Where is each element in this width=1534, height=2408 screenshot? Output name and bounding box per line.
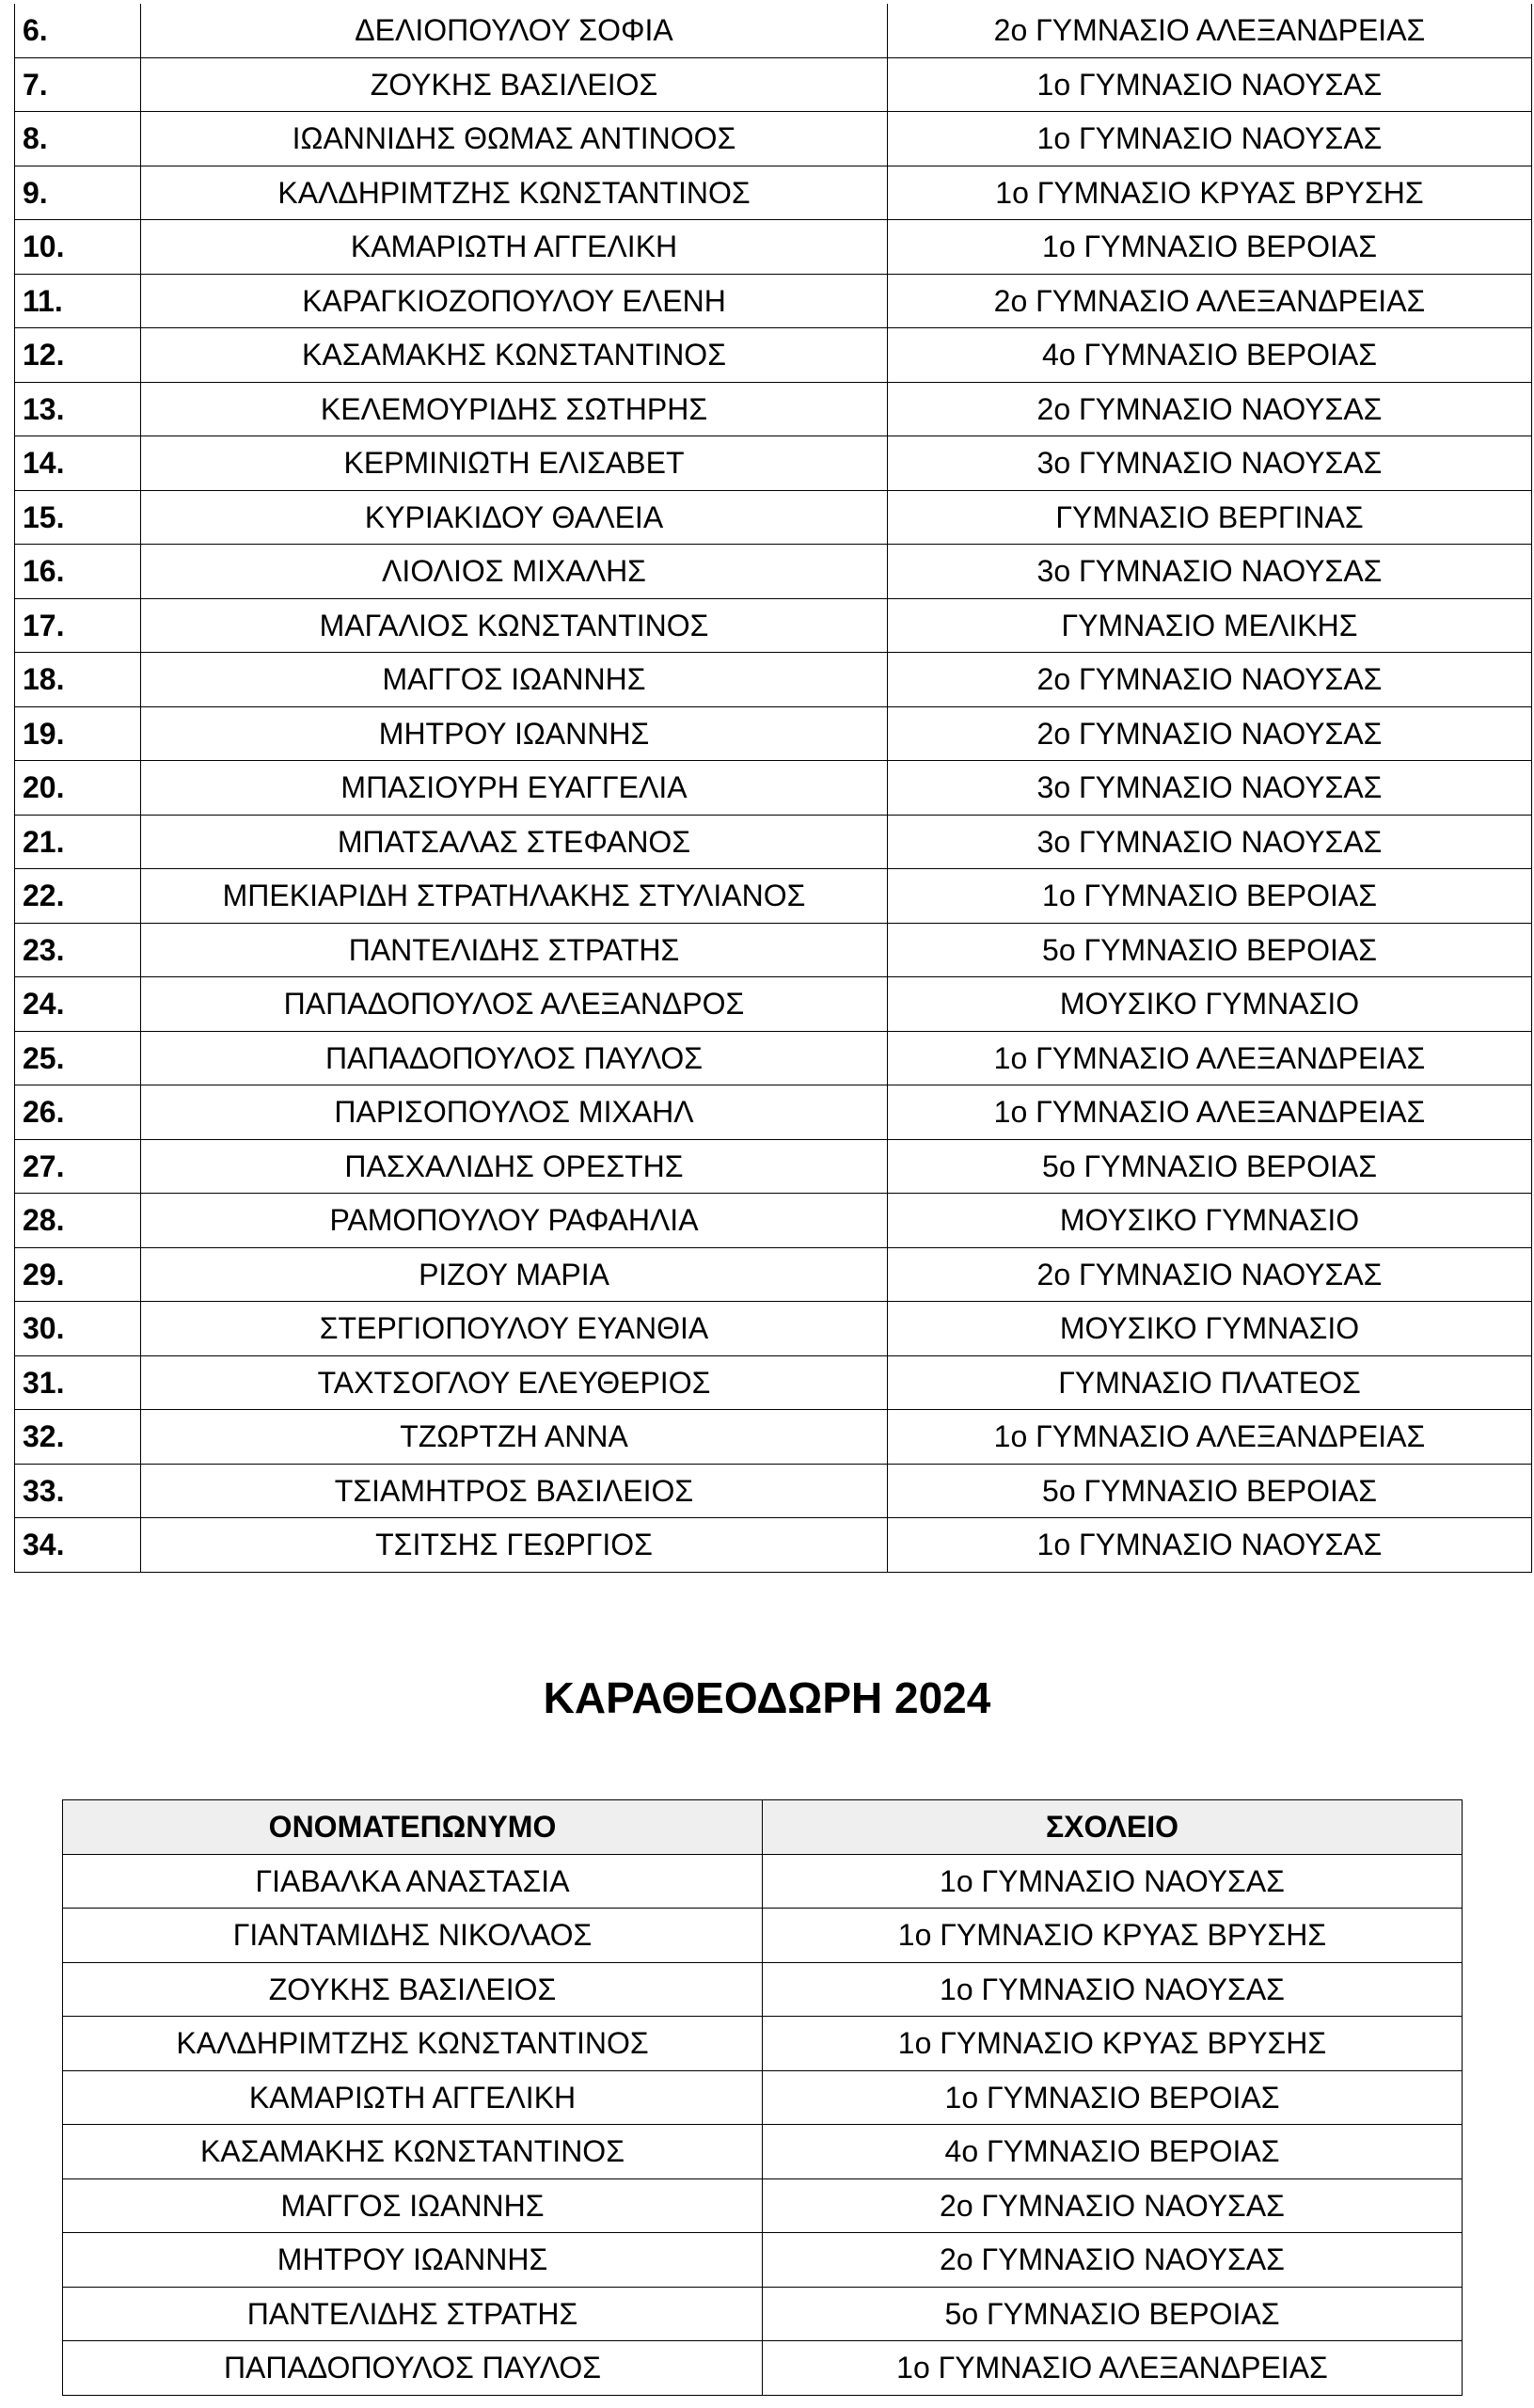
student-name: ΚΑΛΔΗΡΙΜΤΖΗΣ ΚΩΝΣΤΑΝΤΙΝΟΣ [141, 166, 888, 220]
row-number: 34. [15, 1518, 141, 1573]
row-number: 18. [15, 653, 141, 707]
school-name: 1ο ΓΥΜΝΑΣΙΟ ΝΑΟΥΣΑΣ [888, 57, 1532, 112]
school-name: 2ο ΓΥΜΝΑΣΙΟ ΝΑΟΥΣΑΣ [763, 2233, 1463, 2288]
student-name: ΛΙΟΛΙΟΣ ΜΙΧΑΛΗΣ [141, 545, 888, 599]
student-name: ΠΑΣΧΑΛΙΔΗΣ ΟΡΕΣΤΗΣ [141, 1139, 888, 1194]
table-row [63, 2017, 1463, 2071]
table-row [15, 653, 1532, 707]
table-row [15, 545, 1532, 599]
student-name: ΚΕΡΜΙΝΙΩΤΗ ΕΛΙΣΑΒΕΤ [141, 436, 888, 491]
school-name: 1ο ΓΥΜΝΑΣΙΟ ΚΡΥΑΣ ΒΡΥΣΗΣ [763, 2017, 1463, 2071]
row-number: 20. [15, 761, 141, 816]
table-row [15, 166, 1532, 220]
row-number: 16. [15, 545, 141, 599]
school-name: 3ο ΓΥΜΝΑΣΙΟ ΝΑΟΥΣΑΣ [888, 761, 1532, 816]
row-number: 21. [15, 815, 141, 869]
karatheodori-table-body [63, 1854, 1463, 2395]
table-row [63, 2070, 1463, 2125]
row-number: 33. [15, 1464, 141, 1518]
student-name: ΜΠΑΤΣΑΛΑΣ ΣΤΕΦΑΝΟΣ [141, 815, 888, 869]
school-name: 5ο ΓΥΜΝΑΣΙΟ ΒΕΡΟΙΑΣ [888, 923, 1532, 977]
table-row [15, 1464, 1532, 1518]
karatheodori-table [62, 1799, 1463, 2396]
row-number: 13. [15, 382, 141, 436]
student-name: ΜΠΕΚΙΑΡΙΔΗ ΣΤΡΑΤΗΛΑΚΗΣ ΣΤΥΛΙΑΝΟΣ [141, 869, 888, 924]
school-name: 4ο ΓΥΜΝΑΣΙΟ ΒΕΡΟΙΑΣ [763, 2125, 1463, 2179]
table-row [15, 274, 1532, 328]
table-row [15, 1302, 1532, 1356]
section-title: ΚΑΡΑΘΕΟΔΩΡΗ 2024 [543, 1673, 991, 1722]
student-name: ΚΑΣΑΜΑΚΗΣ ΚΩΝΣΤΑΝΤΙΝΟΣ [63, 2125, 763, 2179]
school-name: 2ο ΓΥΜΝΑΣΙΟ ΝΑΟΥΣΑΣ [888, 382, 1532, 436]
student-name: ΜΑΓΓΟΣ ΙΩΑΝΝΗΣ [141, 653, 888, 707]
table-row [15, 1518, 1532, 1573]
table-row [15, 57, 1532, 112]
row-number: 15. [15, 490, 141, 545]
student-name: ΚΥΡΙΑΚΙΔΟΥ ΘΑΛΕΙΑ [141, 490, 888, 545]
table-row [15, 436, 1532, 491]
table-row [15, 1031, 1532, 1085]
table-row [63, 1854, 1463, 1909]
school-name: 5ο ΓΥΜΝΑΣΙΟ ΒΕΡΟΙΑΣ [888, 1139, 1532, 1194]
student-name: ΜΑΓΓΟΣ ΙΩΑΝΝΗΣ [63, 2178, 763, 2233]
school-name: 1ο ΓΥΜΝΑΣΙΟ ΒΕΡΟΙΑΣ [888, 869, 1532, 924]
student-name: ΖΟΥΚΗΣ ΒΑΣΙΛΕΙΟΣ [63, 1962, 763, 2017]
participants-table [14, 4, 1532, 1573]
table-row [15, 4, 1532, 57]
row-number: 17. [15, 598, 141, 653]
student-name: ΠΑΠΑΔΟΠΟΥΛΟΣ ΠΑΥΛΟΣ [63, 2341, 763, 2396]
table-row [15, 761, 1532, 816]
row-number: 19. [15, 706, 141, 761]
row-number: 14. [15, 436, 141, 491]
school-name: ΜΟΥΣΙΚΟ ΓΥΜΝΑΣΙΟ [888, 1302, 1532, 1356]
student-name: ΓΙΑΒΑΛΚΑ ΑΝΑΣΤΑΣΙΑ [63, 1854, 763, 1909]
table-row [15, 598, 1532, 653]
student-name: ΙΩΑΝΝΙΔΗΣ ΘΩΜΑΣ ΑΝΤΙΝΟΟΣ [141, 112, 888, 166]
table-row [15, 923, 1532, 977]
student-name: ΤΖΩΡΤΖΗ ΑΝΝΑ [141, 1410, 888, 1465]
table-row [63, 2341, 1463, 2396]
table-row [15, 1139, 1532, 1194]
student-name: ΓΙΑΝΤΑΜΙΔΗΣ ΝΙΚΟΛΑΟΣ [63, 1909, 763, 1963]
table-row [63, 1962, 1463, 2017]
student-name: ΖΟΥΚΗΣ ΒΑΣΙΛΕΙΟΣ [141, 57, 888, 112]
table-row [15, 382, 1532, 436]
student-name: ΚΑΡΑΓΚΙΟΖΟΠΟΥΛΟΥ ΕΛΕΝΗ [141, 274, 888, 328]
row-number: 6. [15, 4, 141, 57]
student-name: ΡΙΖΟΥ ΜΑΡΙΑ [141, 1247, 888, 1302]
student-name: ΚΑΣΑΜΑΚΗΣ ΚΩΝΣΤΑΝΤΙΝΟΣ [141, 328, 888, 383]
school-name: 1ο ΓΥΜΝΑΣΙΟ ΝΑΟΥΣΑΣ [888, 1518, 1532, 1573]
school-name: 1ο ΓΥΜΝΑΣΙΟ ΒΕΡΟΙΑΣ [763, 2070, 1463, 2125]
student-name: ΤΣΙΑΜΗΤΡΟΣ ΒΑΣΙΛΕΙΟΣ [141, 1464, 888, 1518]
student-name: ΚΑΜΑΡΙΩΤΗ ΑΓΓΕΛΙΚΗ [141, 220, 888, 275]
student-name: ΜΗΤΡΟΥ ΙΩΑΝΝΗΣ [63, 2233, 763, 2288]
table-row [15, 490, 1532, 545]
table-row [15, 977, 1532, 1032]
school-name: 5ο ΓΥΜΝΑΣΙΟ ΒΕΡΟΙΑΣ [763, 2287, 1463, 2341]
school-name: ΓΥΜΝΑΣΙΟ ΠΛΑΤΕΟΣ [888, 1355, 1532, 1410]
student-name: ΡΑΜΟΠΟΥΛΟΥ ΡΑΦΑΗΛΙΑ [141, 1194, 888, 1248]
school-name: ΜΟΥΣΙΚΟ ΓΥΜΝΑΣΙΟ [888, 977, 1532, 1032]
table-row [15, 1410, 1532, 1465]
table-row [63, 1909, 1463, 1963]
school-name: 1ο ΓΥΜΝΑΣΙΟ ΝΑΟΥΣΑΣ [763, 1854, 1463, 1909]
school-name: 3ο ΓΥΜΝΑΣΙΟ ΝΑΟΥΣΑΣ [888, 815, 1532, 869]
student-name: ΔΕΛΙΟΠΟΥΛΟΥ ΣΟΦΙΑ [141, 4, 888, 57]
student-name: ΠΑΠΑΔΟΠΟΥΛΟΣ ΑΛΕΞΑΝΔΡΟΣ [141, 977, 888, 1032]
table-row [63, 2178, 1463, 2233]
table-row [15, 220, 1532, 275]
table-row [15, 706, 1532, 761]
student-name: ΠΑΠΑΔΟΠΟΥΛΟΣ ΠΑΥΛΟΣ [141, 1031, 888, 1085]
table-row [15, 869, 1532, 924]
student-name: ΚΕΛΕΜΟΥΡΙΔΗΣ ΣΩΤΗΡΗΣ [141, 382, 888, 436]
school-name: 3ο ΓΥΜΝΑΣΙΟ ΝΑΟΥΣΑΣ [888, 545, 1532, 599]
school-name: ΓΥΜΝΑΣΙΟ ΒΕΡΓΙΝΑΣ [888, 490, 1532, 545]
row-number: 23. [15, 923, 141, 977]
table-row [15, 1355, 1532, 1410]
row-number: 9. [15, 166, 141, 220]
row-number: 8. [15, 112, 141, 166]
school-name: 1ο ΓΥΜΝΑΣΙΟ ΝΑΟΥΣΑΣ [888, 112, 1532, 166]
table-row [15, 328, 1532, 383]
school-name: 5ο ΓΥΜΝΑΣΙΟ ΒΕΡΟΙΑΣ [888, 1464, 1532, 1518]
row-number: 12. [15, 328, 141, 383]
row-number: 26. [15, 1085, 141, 1140]
row-number: 31. [15, 1355, 141, 1410]
school-name: ΜΟΥΣΙΚΟ ΓΥΜΝΑΣΙΟ [888, 1194, 1532, 1248]
row-number: 24. [15, 977, 141, 1032]
table-row [15, 112, 1532, 166]
row-number: 29. [15, 1247, 141, 1302]
row-number: 7. [15, 57, 141, 112]
student-name: ΜΠΑΣΙΟΥΡΗ ΕΥΑΓΓΕΛΙΑ [141, 761, 888, 816]
table-row [63, 2233, 1463, 2288]
school-name: 1ο ΓΥΜΝΑΣΙΟ ΒΕΡΟΙΑΣ [888, 220, 1532, 275]
school-name: 2ο ΓΥΜΝΑΣΙΟ ΑΛΕΞΑΝΔΡΕΙΑΣ [888, 4, 1532, 57]
school-name: 2ο ΓΥΜΝΑΣΙΟ ΝΑΟΥΣΑΣ [763, 2178, 1463, 2233]
table-header-row [63, 1800, 1463, 1855]
row-number: 30. [15, 1302, 141, 1356]
row-number: 10. [15, 220, 141, 275]
table-row [15, 1194, 1532, 1248]
school-name: 3ο ΓΥΜΝΑΣΙΟ ΝΑΟΥΣΑΣ [888, 436, 1532, 491]
student-name: ΚΑΜΑΡΙΩΤΗ ΑΓΓΕΛΙΚΗ [63, 2070, 763, 2125]
student-name: ΤΣΙΤΣΗΣ ΓΕΩΡΓΙΟΣ [141, 1518, 888, 1573]
student-name: ΠΑΝΤΕΛΙΔΗΣ ΣΤΡΑΤΗΣ [63, 2287, 763, 2341]
school-name: 1ο ΓΥΜΝΑΣΙΟ ΑΛΕΞΑΝΔΡΕΙΑΣ [888, 1085, 1532, 1140]
school-name: 2ο ΓΥΜΝΑΣΙΟ ΝΑΟΥΣΑΣ [888, 1247, 1532, 1302]
table-row [63, 2287, 1463, 2341]
school-name: 1ο ΓΥΜΝΑΣΙΟ ΑΛΕΞΑΝΔΡΕΙΑΣ [888, 1031, 1532, 1085]
school-name: ΓΥΜΝΑΣΙΟ ΜΕΛΙΚΗΣ [888, 598, 1532, 653]
table-row [15, 1247, 1532, 1302]
header-school: ΣΧΟΛΕΙΟ [763, 1800, 1463, 1855]
row-number: 27. [15, 1139, 141, 1194]
school-name: 2ο ΓΥΜΝΑΣΙΟ ΝΑΟΥΣΑΣ [888, 653, 1532, 707]
participants-table-body [15, 4, 1532, 1572]
school-name: 1ο ΓΥΜΝΑΣΙΟ ΑΛΕΞΑΝΔΡΕΙΑΣ [888, 1410, 1532, 1465]
table-row [63, 2125, 1463, 2179]
student-name: ΤΑΧΤΣΟΓΛΟΥ ΕΛΕΥΘΕΡΙΟΣ [141, 1355, 888, 1410]
school-name: 1ο ΓΥΜΝΑΣΙΟ ΚΡΥΑΣ ΒΡΥΣΗΣ [763, 1909, 1463, 1963]
row-number: 32. [15, 1410, 141, 1465]
school-name: 1ο ΓΥΜΝΑΣΙΟ ΝΑΟΥΣΑΣ [763, 1962, 1463, 2017]
school-name: 4ο ΓΥΜΝΑΣΙΟ ΒΕΡΟΙΑΣ [888, 328, 1532, 383]
student-name: ΣΤΕΡΓΙΟΠΟΥΛΟΥ ΕΥΑΝΘΙΑ [141, 1302, 888, 1356]
student-name: ΜΗΤΡΟΥ ΙΩΑΝΝΗΣ [141, 706, 888, 761]
student-name: ΠΑΡΙΣΟΠΟΥΛΟΣ ΜΙΧΑΗΛ [141, 1085, 888, 1140]
school-name: 2ο ΓΥΜΝΑΣΙΟ ΑΛΕΞΑΝΔΡΕΙΑΣ [888, 274, 1532, 328]
header-name: ΟΝΟΜΑΤΕΠΩΝΥΜΟ [63, 1800, 763, 1855]
school-name: 1ο ΓΥΜΝΑΣΙΟ ΚΡΥΑΣ ΒΡΥΣΗΣ [888, 166, 1532, 220]
row-number: 22. [15, 869, 141, 924]
school-name: 2ο ΓΥΜΝΑΣΙΟ ΝΑΟΥΣΑΣ [888, 706, 1532, 761]
table-row [15, 1085, 1532, 1140]
row-number: 28. [15, 1194, 141, 1248]
student-name: ΚΑΛΔΗΡΙΜΤΖΗΣ ΚΩΝΣΤΑΝΤΙΝΟΣ [63, 2017, 763, 2071]
student-name: ΜΑΓΑΛΙΟΣ ΚΩΝΣΤΑΝΤΙΝΟΣ [141, 598, 888, 653]
row-number: 25. [15, 1031, 141, 1085]
student-name: ΠΑΝΤΕΛΙΔΗΣ ΣΤΡΑΤΗΣ [141, 923, 888, 977]
school-name: 1ο ΓΥΜΝΑΣΙΟ ΑΛΕΞΑΝΔΡΕΙΑΣ [763, 2341, 1463, 2396]
row-number: 11. [15, 274, 141, 328]
table-row [15, 815, 1532, 869]
